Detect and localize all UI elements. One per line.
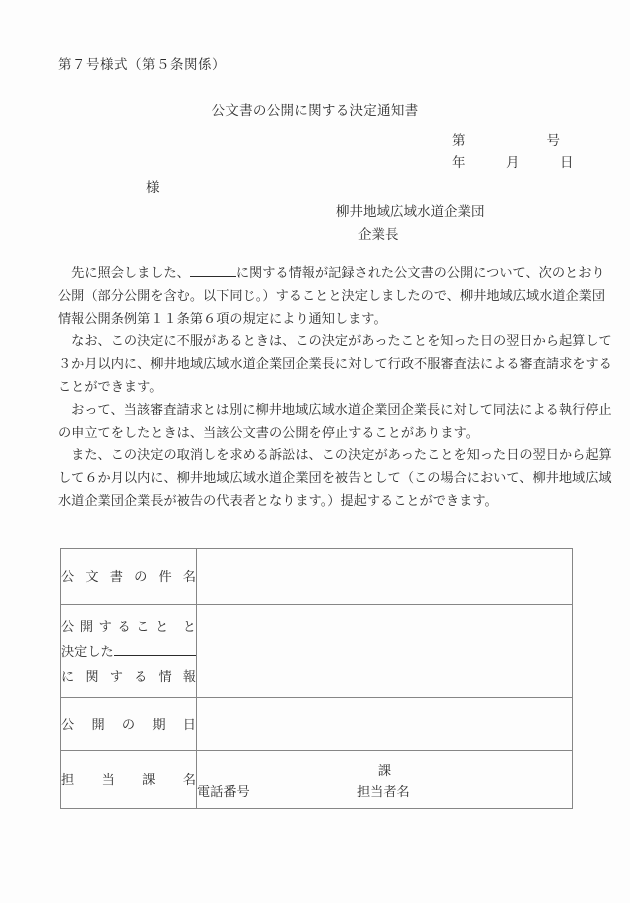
subject-blank-field[interactable] [190,276,236,277]
document-title: 公文書の公開に関する決定通知書 [211,103,419,118]
table-row-disclosed-information [61,605,573,698]
row-value-disclosed-information[interactable] [197,605,573,698]
addressee-honorific: 様 [146,180,160,195]
body-paragraph-4-line-1: また、この決定の取消しを求める訴訟は、この決定があったことを知った日の翌日から起算 [58,447,612,463]
body-paragraph-2-line-2: ３か月以内に、柳井地域広域水道企業団企業長に対して行政不服審査法による審査請求をする [58,356,612,372]
row-label-document-name [61,549,197,605]
row-label-disclosure-date-text: 公開の期日 [61,716,196,732]
body-paragraph-2-line-3: ことができます。 [58,378,163,394]
document-number-line: 第 号 [452,133,560,148]
row-value-document-name[interactable] [197,549,573,605]
table-row-responsible-section [61,751,573,809]
p1-text-before-blank: 先に照会しました、 [58,265,190,280]
person-in-charge-label: 担当者名 [357,783,410,799]
document-date-line: 年 月 日 [452,155,574,170]
body-paragraph-4-line-3: 水道企業団企業長が被告の代表者となります。）提起することができます。 [58,492,498,508]
row-label-disclosed-line-2-text: 決定した [61,643,114,659]
row-value-responsible-section[interactable] [197,751,573,809]
row-label-disclosed-information [61,605,197,698]
row-label-disclosed-line-3: に関する情報 [61,668,196,684]
row-value-disclosure-date[interactable] [197,698,573,751]
body-paragraph-1-line-3: 情報公開条例第１１条第６項の規定により通知します。 [58,310,387,326]
row-label-responsible-section [61,751,197,809]
body-paragraph-2-line-1: なお、この決定に不服があるときは、この決定があったことを知った日の翌日から起算して [58,333,612,349]
row-label-responsible-section-text: 担当課名 [61,772,196,787]
section-name-label: 課 [377,762,392,778]
row-label-disclosed-line-2 [61,639,196,664]
form-number: 第７号様式（第５条関係） [58,57,226,72]
issuer-organization: 柳井地域広域水道企業団 [336,204,485,219]
phone-number-label: 電話番号 [197,783,250,799]
table-row-document-name [61,549,573,605]
row-label-document-name-text: 公文書の件名 [61,569,196,584]
p1-text-after-blank: に関する情報が記録された公文書の公開について、次のとおり [235,265,605,280]
table-row-disclosure-date [61,698,573,751]
row-label-disclosed-line-1: 公開すること と [61,618,196,634]
contact-details [197,781,572,803]
information-table [60,548,573,809]
disclosed-subject-blank-field[interactable] [114,655,196,656]
body-paragraph-3-line-2: の申立てをしたときは、当該公文書の公開を停止することがあります。 [58,424,479,440]
body-paragraph-1-line-1 [58,262,605,285]
body-text [58,262,612,513]
body-paragraph-1-line-2: 公開（部分公開を含む。以下同じ。）することと決定しましたので、柳井地域広域水道企業団 [58,287,606,303]
body-paragraph-3-line-1: おって、当該審査請求とは別に柳井地域広域水道企業団企業長に対して同法による執行停止 [58,401,612,417]
issuer-title: 企業長 [358,227,399,242]
row-label-disclosure-date [61,698,197,751]
body-paragraph-4-line-2: して６か月以内に、柳井地域広域水道企業団を被告として（この場合において、柳井地域広域 [58,470,612,486]
